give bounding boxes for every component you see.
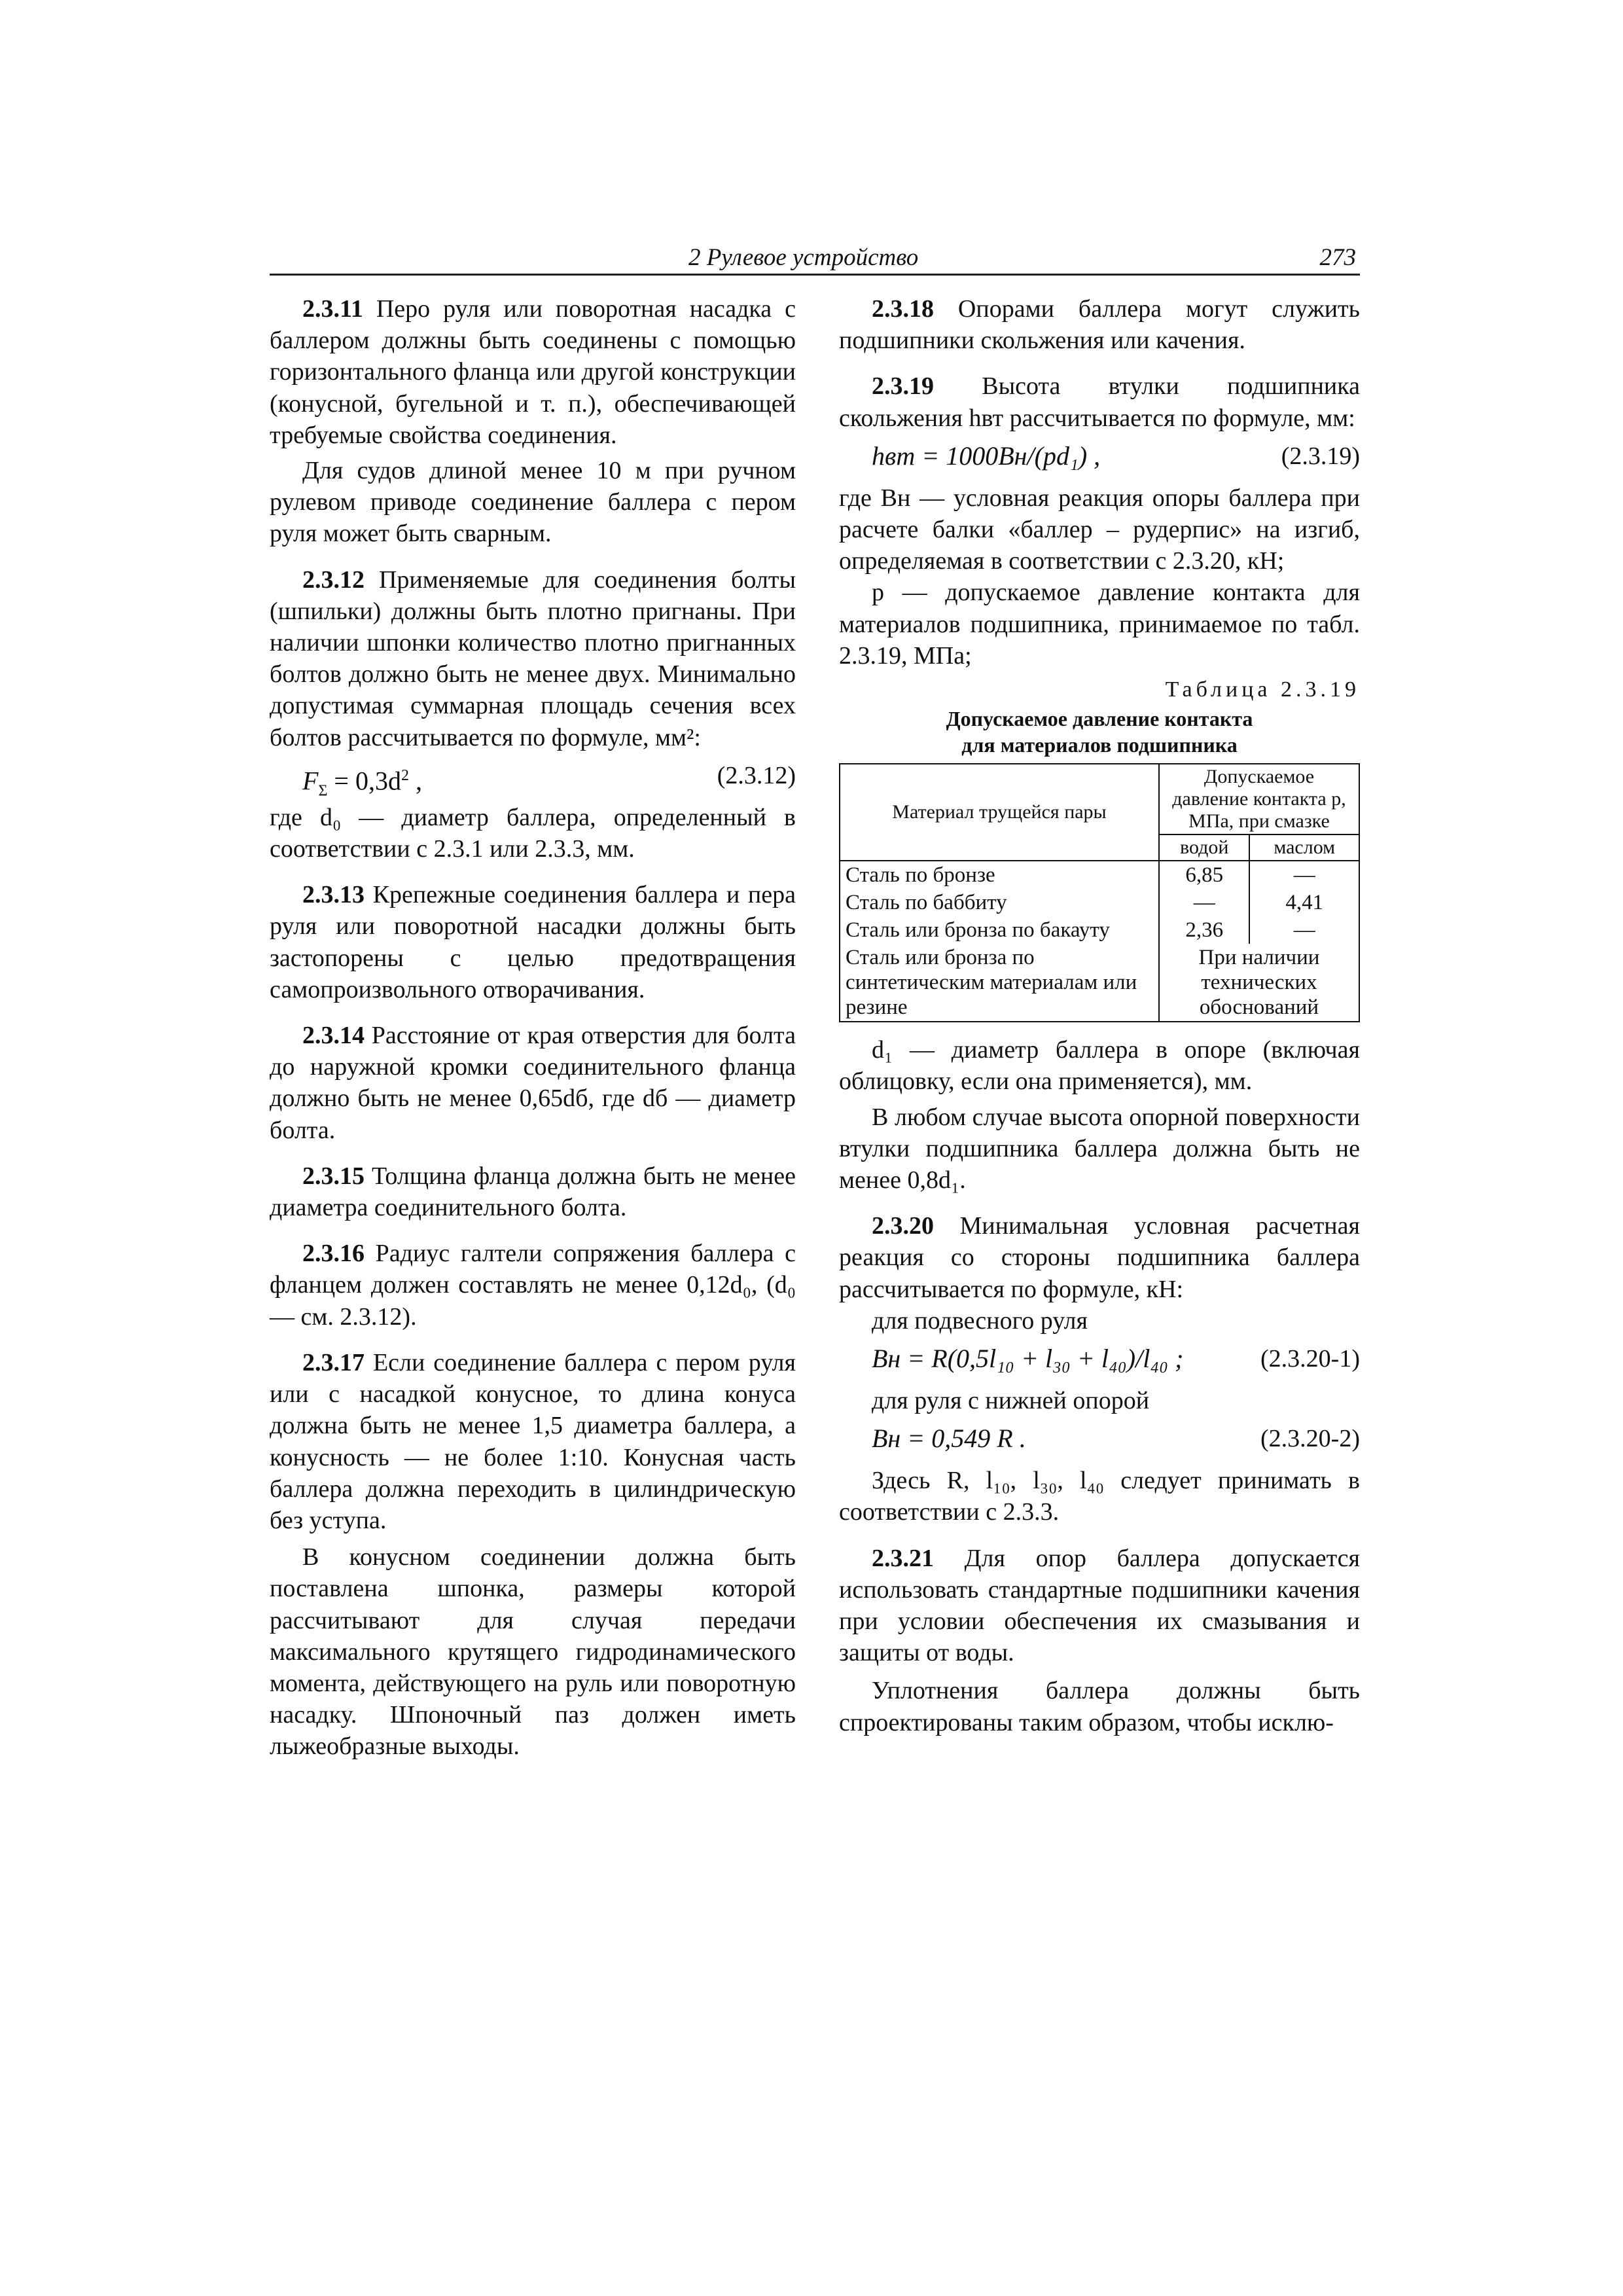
clause-text: Высота втулки подшипника скольжения hвт рассчитывается по формуле, мм: xyxy=(839,372,1360,432)
clause-2-3-11 xyxy=(270,293,796,451)
paragraph: Для судов длиной менее 10 м при ручном рулевом приводе соединение баллера с пером руля может быть сварным. xyxy=(270,457,796,548)
clause-2-3-13 xyxy=(270,879,796,1005)
header-title: 2 Рулевое устройство xyxy=(688,244,919,271)
cell-water: 6,85 xyxy=(1159,861,1249,889)
clause-2-3-15 xyxy=(270,1160,796,1223)
paragraph: для руля с нижней опорой xyxy=(872,1387,1150,1415)
clause-2-3-21 xyxy=(839,1543,1360,1669)
clause-number: 2.3.20 xyxy=(872,1212,934,1240)
clause-text: Минимальная условная расчетная реакция со стороны подшипника баллера рассчитывается по формуле, кН: xyxy=(839,1212,1360,1303)
equation-number: (2.3.19) xyxy=(1281,442,1360,470)
running-header xyxy=(270,240,1360,276)
clause-2-3-20 xyxy=(839,1210,1360,1305)
paragraph: где d₀ — диаметр баллера, определенный в соответствии с 2.3.1 или 2.3.3, мм. xyxy=(270,803,796,863)
paragraph: p — допускаемое давление контакта для материалов подшипника, принимаемое по табл. 2.3.19, МПа; xyxy=(839,579,1360,670)
clause-text: Толщина фланца должна быть не менее диаметра соединительного болта. xyxy=(270,1162,796,1222)
formula-2-3-12 xyxy=(270,757,796,800)
paragraph: Здесь R, l₁₀, l₃₀, l₄₀ следует принимать в соответствии с 2.3.3. xyxy=(839,1467,1360,1526)
clause-number: 2.3.17 xyxy=(302,1348,365,1376)
formula-2-3-19 xyxy=(839,438,1360,477)
clause-number: 2.3.19 xyxy=(872,372,934,401)
header-oil: маслом xyxy=(1249,834,1359,861)
formula-body: $F_\Sigma = 0,3d^2$ , xyxy=(302,766,422,800)
cell-material: Сталь по бронзе xyxy=(840,861,1159,889)
clause-2-3-12 xyxy=(270,564,796,753)
table-row xyxy=(840,944,1359,1022)
formula-2-3-20-1 xyxy=(839,1340,1360,1380)
clause-number: 2.3.21 xyxy=(872,1544,934,1572)
cell-material: Сталь или бронза по бакауту xyxy=(840,916,1159,944)
table-label: Таблица 2.3.19 xyxy=(1165,677,1360,702)
equation-number: (2.3.20-2) xyxy=(1260,1425,1360,1453)
clause-text: Если соединение баллера с пером руля или с насадкой конусное, то длина конуса должна быть не менее 1,5 диаметра баллера, а конусность — не более 1:10. Конусная часть баллера должна переходить в цилиндрическую без уступа. xyxy=(270,1348,796,1534)
clause-2-3-16 xyxy=(270,1238,796,1333)
clause-number: 2.3.14 xyxy=(302,1022,365,1050)
clause-number: 2.3.13 xyxy=(302,881,365,909)
table-caption-line-1: Допускаемое давление контакта xyxy=(946,707,1253,731)
header-water: водой xyxy=(1159,834,1249,861)
clause-text: Радиус галтели сопряжения баллера с фланцем должен составлять не менее 0,12d₀, (d₀ — см. 2.3.12). xyxy=(270,1240,796,1331)
cell-material: Сталь или бронза по синтетическим материалам или резине xyxy=(840,944,1159,1022)
header-pressure: Допускаемое давление контакта p, МПа, при смазке xyxy=(1159,764,1359,834)
paragraph: В любом случае высота опорной поверхности втулки подшипника баллера должна быть не менее 0,8d₁. xyxy=(839,1103,1360,1194)
clause-text: Перо руля или поворотная насадка с баллером должны быть соединены с помощью горизонтального фланца или другой конструкции (конусной, бугельной и т. п.), обеспечивающей требуемые свойства соединения. xyxy=(270,295,796,449)
clause-2-3-14 xyxy=(270,1020,796,1146)
pressure-table xyxy=(839,763,1360,1022)
equation-number: (2.3.20-1) xyxy=(1260,1345,1360,1373)
cell-oil: — xyxy=(1249,861,1359,889)
paragraph: Уплотнения баллера должны быть спроектированы таким образом, чтобы исклю- xyxy=(839,1677,1360,1736)
equation-number: (2.3.12) xyxy=(717,761,796,789)
cell-water: 2,36 xyxy=(1159,916,1249,944)
page-number: 273 xyxy=(1319,244,1356,271)
clause-2-3-18 xyxy=(839,293,1360,356)
clause-number: 2.3.11 xyxy=(302,295,363,323)
paragraph: d₁ — диаметр баллера в опоре (включая облицовку, если она применяется), мм. xyxy=(839,1036,1360,1096)
clause-number: 2.3.16 xyxy=(302,1240,365,1268)
clause-text: Расстояние от края отверстия для болта до наружной кромки соединительного фланца должно быть не менее 0,65dб, где dб — диаметр болта. xyxy=(270,1022,796,1144)
cell-merged-value: При наличии технических обоснований xyxy=(1159,944,1359,1022)
paragraph: В конусном соединении должна быть поставлена шпонка, размеры которой рассчитывают для случая передачи максимального крутящего гидродинамического момента, действующего на руль или поворотную насадку. Шпоночный паз должен иметь лыжеобразные выходы. xyxy=(270,1543,796,1761)
right-column xyxy=(839,293,1360,1738)
paragraph: где Bн — условная реакция опоры баллера при расчете балки «баллер – рудерпис» на изгиб, определяемая в соответствии с 2.3.20, кН; xyxy=(839,484,1360,575)
clause-text: Опорами баллера могут служить подшипники скольжения или качения. xyxy=(839,295,1360,355)
clause-number: 2.3.12 xyxy=(302,565,365,594)
cell-material: Сталь по баббиту xyxy=(840,889,1159,916)
left-column xyxy=(270,293,796,1763)
clause-2-3-19 xyxy=(839,370,1360,433)
table-row xyxy=(840,889,1359,916)
formula-body: Bн = 0,549 R . xyxy=(872,1424,1026,1454)
clause-text: Применяемые для соединения болты (шпильки) должны быть плотно пригнаны. При наличии шпонки количество плотно пригнанных болтов должно быть не менее двух. Минимально допустимая суммарная площадь сечения всех болтов рассчитывается по формуле, мм²: xyxy=(270,565,796,751)
table-row xyxy=(840,916,1359,944)
table-caption-line-2: для материалов подшипника xyxy=(961,733,1238,757)
cell-oil: — xyxy=(1249,916,1359,944)
cell-oil: 4,41 xyxy=(1249,889,1359,916)
clause-text: Для опор баллера допускается использовать стандартные подшипники качения при условии обеспечения их смазывания и защиты от воды. xyxy=(839,1544,1360,1667)
clause-number: 2.3.15 xyxy=(302,1162,365,1190)
formula-body: hвт = 1000Bн/(pd₁) , xyxy=(872,440,1101,471)
paragraph: для подвесного руля xyxy=(872,1306,1088,1335)
cell-water: — xyxy=(1159,889,1249,916)
header-material: Материал трущейся пары xyxy=(840,764,1159,861)
clause-2-3-17 xyxy=(270,1347,796,1536)
formula-2-3-20-2 xyxy=(839,1420,1360,1460)
clause-number: 2.3.18 xyxy=(872,295,934,323)
table-row xyxy=(840,861,1359,889)
clause-text: Крепежные соединения баллера и пера руля или поворотной насадки должны быть застопорены с целью предотвращения самопроизвольного отворачивания. xyxy=(270,881,796,1003)
formula-body: Bн = R(0,5l₁₀ + l₃₀ + l₄₀)/l₄₀ ; xyxy=(872,1344,1184,1374)
